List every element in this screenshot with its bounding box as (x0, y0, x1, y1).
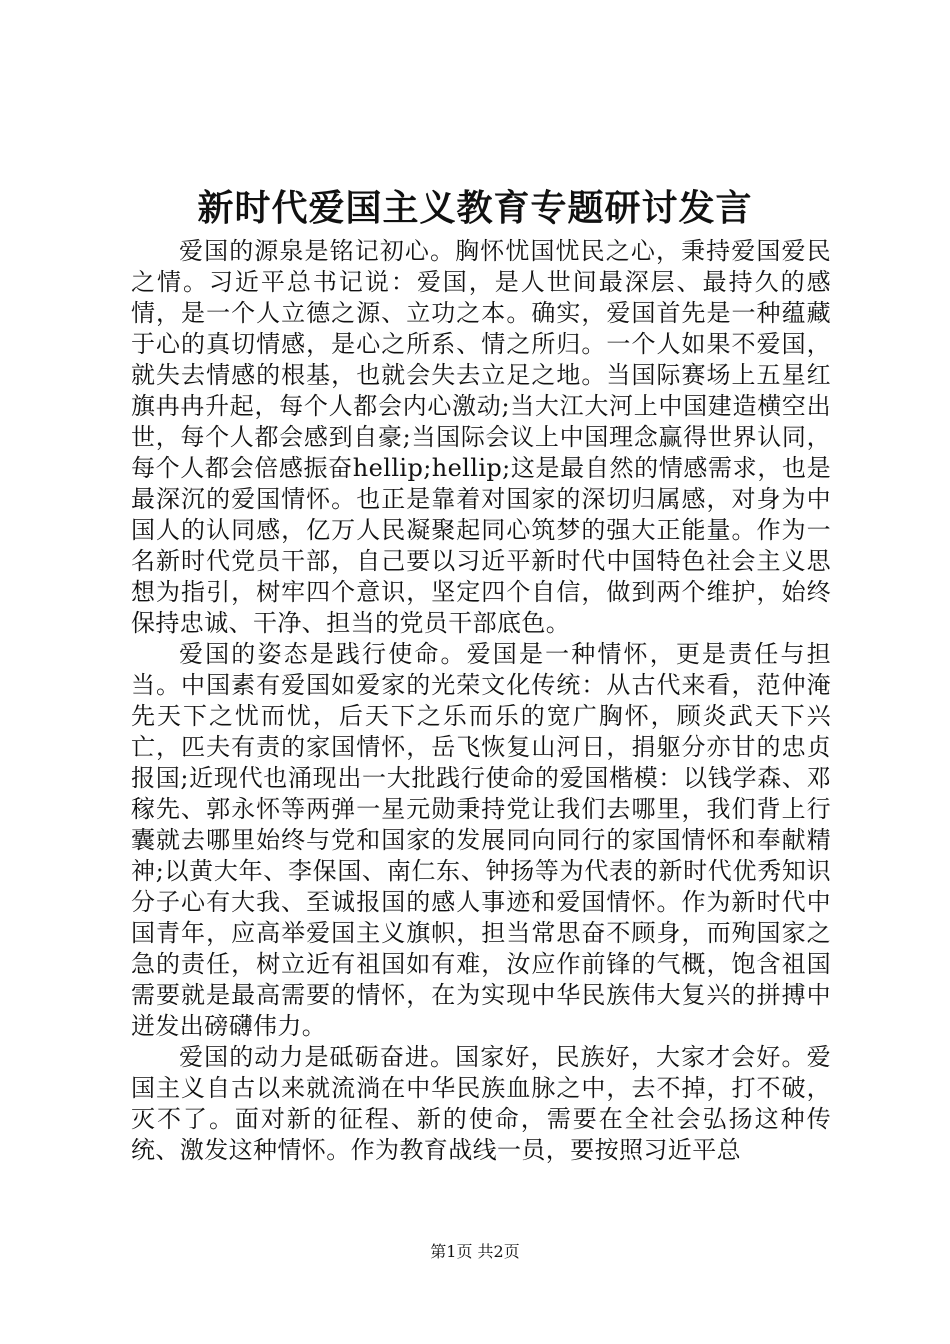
paragraph-3: 爱国的动力是砥砺奋进。国家好，民族好，大家才会好。爱国主义自古以来就流淌在中华民族血脉之中，去不掉，打不破，灭不了。面对新的征程、新的使命，需要在全社会弘扬这种传统、激发这种情怀。作为教育战线一员，要按照习近平总 (131, 1043, 831, 1164)
document-body (131, 236, 831, 1166)
page-title: 新时代爱国主义教育专题研讨发言 (197, 187, 753, 229)
paragraph-2: 爱国的姿态是践行使命。爱国是一种情怀，更是责任与担当。中国素有爱国如爱家的光荣文化传统：从古代来看，范仲淹先天下之忧而忧，后天下之乐而乐的宽广胸怀，顾炎武天下兴亡，匹夫有责的家国情怀，岳飞恢复山河日，捐躯分亦甘的忠贞报国;近现代也涌现出一大批践行使命的爱国楷模：以钱学森、邓稼先、郭永怀等两弹一星元勋秉持党让我们去哪里，我们背上行囊就去哪里始终与党和国家的发展同向同行的家国情怀和奉献精神;以黄大年、李保国、南仁东、钟扬等为代表的新时代优秀知识分子心有大我、至诚报国的感人事迹和爱国情怀。作为新时代中国青年，应高举爱国主义旗帜，担当常思奋不顾身，而殉国家之急的责任，树立近有祖国如有难，汝应作前锋的气概，饱含祖国需要就是最高需要的情怀，在为实现中华民族伟大复兴的拼搏中迸发出磅礴伟力。 (131, 640, 831, 1040)
page-number: 第1页 共2页 (430, 1242, 520, 1261)
paragraph-1: 爱国的源泉是铭记初心。胸怀忧国忧民之心，秉持爱国爱民之情。习近平总书记说：爱国，是人世间最深层、最持久的感情，是一个人立德之源、立功之本。确实，爱国首先是一种蕴藏于心的真切情感，是心之所系、情之所归。一个人如果不爱国，就失去情感的根基，也就会失去立足之地。当国际赛场上五星红旗冉冉升起，每个人都会内心激动;当大江大河上中国建造横空出世，每个人都会感到自豪;当国际会议上中国理念赢得世界认同，每个人都会倍感振奋hellip;hellip;这是最自然的情感需求，也是最深沉的爱国情怀。也正是靠着对国家的深切归属感，对身为中国人的认同感，亿万人民凝聚起同心筑梦的强大正能量。作为一名新时代党员干部，自己要以习近平新时代中国特色社会主义思想为指引，树牢四个意识，坚定四个自信，做到两个维护，始终保持忠诚、干净、担当的党员干部底色。 (131, 237, 831, 637)
page-footer (0, 1240, 950, 1264)
